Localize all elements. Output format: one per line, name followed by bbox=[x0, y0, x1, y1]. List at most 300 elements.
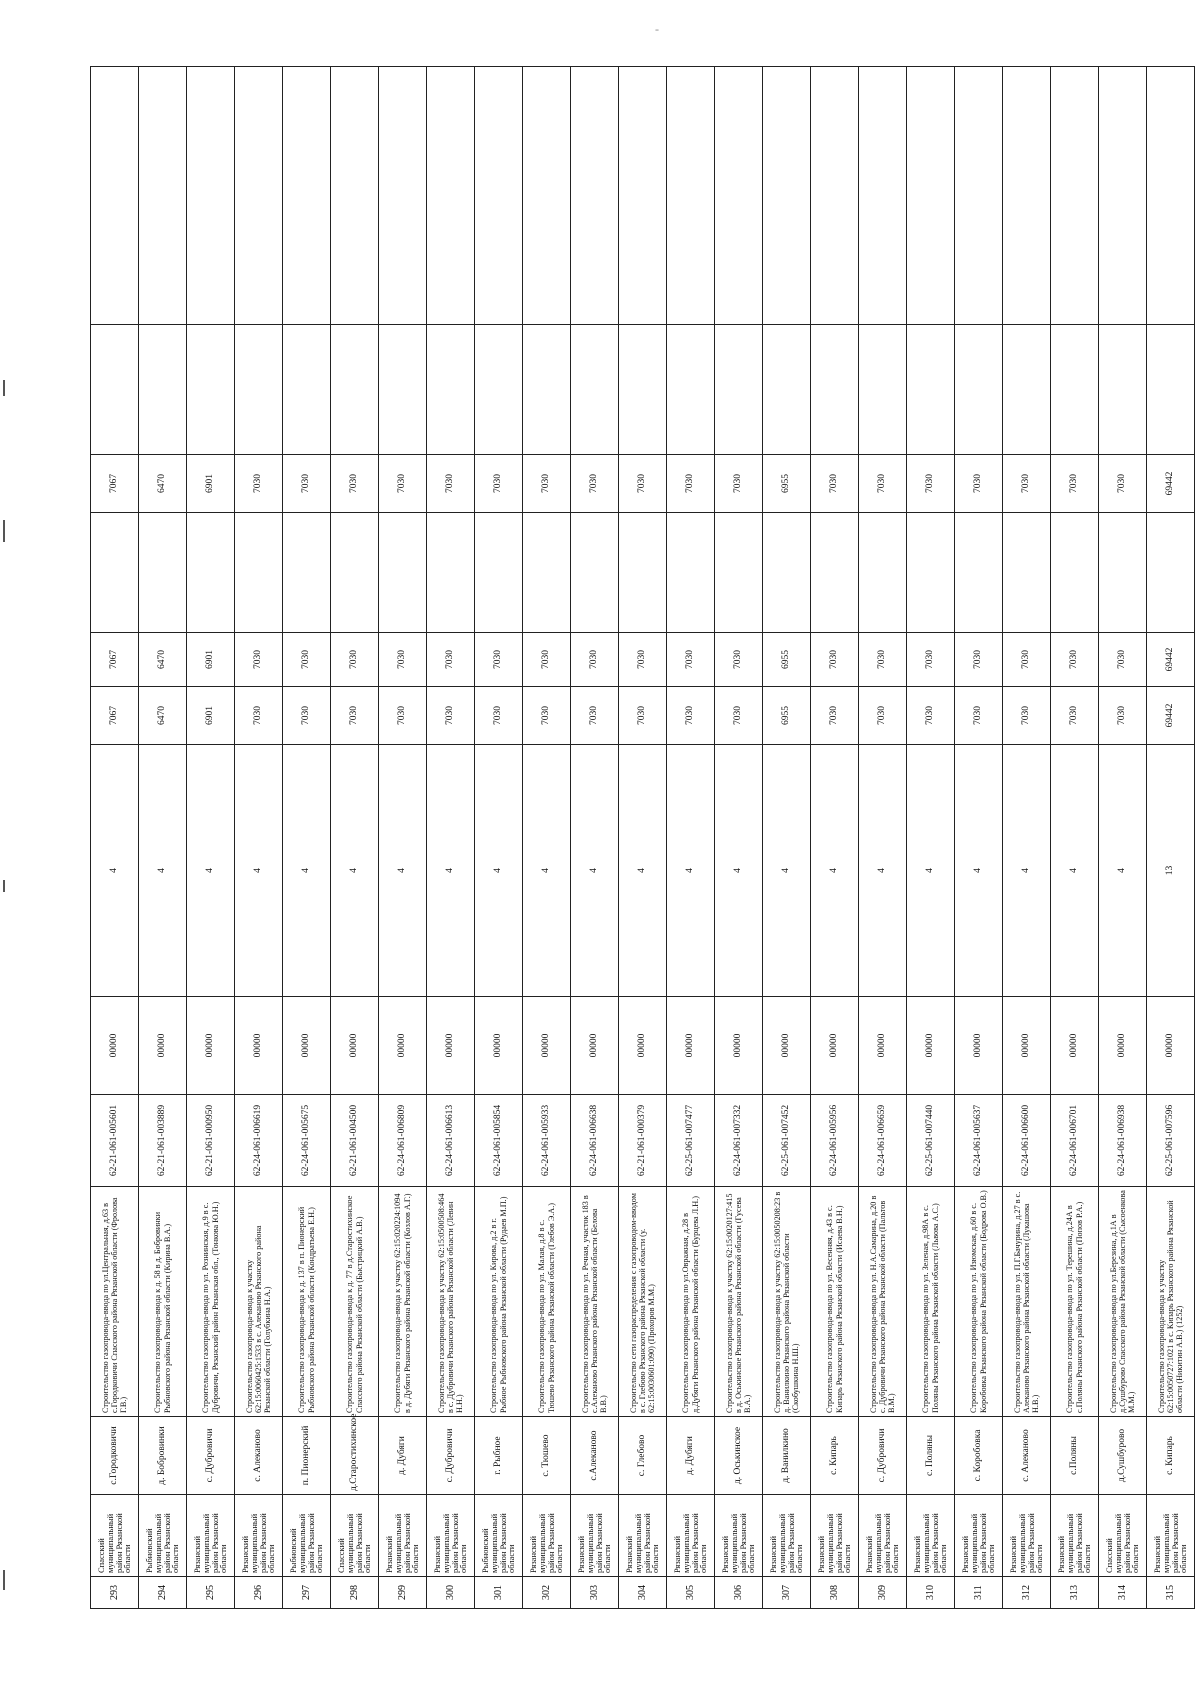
amount-cell: 69442 bbox=[1147, 633, 1195, 687]
empty-cell bbox=[715, 67, 763, 325]
empty-cell bbox=[667, 67, 715, 325]
empty-cell bbox=[907, 67, 955, 325]
locality-cell: г. Рыбное bbox=[475, 1417, 523, 1495]
description-cell: Строительство газопровода-ввода к участку 62:15:0050727:1021 в с. Кипарь Рязанского района Рязанской области (Никитин А.В.) (1252) bbox=[1147, 1187, 1195, 1417]
count-cell: 4 bbox=[91, 745, 139, 997]
amount-cell: 7030 bbox=[523, 455, 571, 513]
empty-cell bbox=[1051, 325, 1099, 455]
empty-cell bbox=[859, 67, 907, 325]
scan-edge-mark bbox=[3, 1570, 5, 1590]
amount-cell: 69442 bbox=[1147, 455, 1195, 513]
locality-cell: с. Алеканово bbox=[235, 1417, 283, 1495]
empty-amount-cell bbox=[1147, 513, 1195, 633]
empty-cell bbox=[955, 325, 1003, 455]
amount-cell: 7030 bbox=[907, 633, 955, 687]
contract-code-cell: 62-25-061-007477 bbox=[667, 1095, 715, 1187]
amount-cell: 7030 bbox=[667, 455, 715, 513]
amount-cell: 7030 bbox=[283, 633, 331, 687]
row-number: 312 bbox=[1003, 1577, 1051, 1609]
empty-amount-cell bbox=[1099, 513, 1147, 633]
locality-cell: д.Старостихинское bbox=[331, 1417, 379, 1495]
description-cell: Строительство газопровода-ввода по ул.Овражная, д.28 в д.Дубяги Рязанского района Рязанской области (Бурцева Л.Н.) bbox=[667, 1187, 715, 1417]
amount-cell: 7030 bbox=[523, 687, 571, 745]
amount-cell: 7030 bbox=[955, 687, 1003, 745]
district-cell: Рязанский муниципальный район Рязанской области bbox=[907, 1495, 955, 1577]
locality-cell: с.Алеканово bbox=[571, 1417, 619, 1495]
locality-cell: с. Глебово bbox=[619, 1417, 667, 1495]
empty-cell bbox=[427, 67, 475, 325]
contract-code-cell: 62-24-061-006638 bbox=[571, 1095, 619, 1187]
count-cell: 4 bbox=[715, 745, 763, 997]
count-cell: 4 bbox=[331, 745, 379, 997]
empty-cell bbox=[667, 325, 715, 455]
description-cell: Строительство газопровода-ввода к участку 62:15:0060425:1533 в с. Алеканово Рязанского района Рязанской области (Голубкина Н.А.) bbox=[235, 1187, 283, 1417]
table-row bbox=[619, 67, 667, 1609]
empty-amount-cell bbox=[379, 513, 427, 633]
amount-cell: 7030 bbox=[1003, 455, 1051, 513]
amount-cell: 7030 bbox=[619, 455, 667, 513]
amount-cell: 6470 bbox=[139, 687, 187, 745]
zero-code-cell: 00000 bbox=[715, 997, 763, 1095]
empty-cell bbox=[139, 67, 187, 325]
amount-cell: 7030 bbox=[1051, 687, 1099, 745]
empty-cell bbox=[523, 325, 571, 455]
district-cell: Рязанский муниципальный район Рязанской области bbox=[379, 1495, 427, 1577]
amount-cell: 7030 bbox=[811, 455, 859, 513]
zero-code-cell: 00000 bbox=[1003, 997, 1051, 1095]
scan-edge-mark bbox=[3, 880, 5, 892]
count-cell: 4 bbox=[859, 745, 907, 997]
table-row bbox=[427, 67, 475, 1609]
count-cell: 4 bbox=[187, 745, 235, 997]
amount-cell: 7030 bbox=[571, 455, 619, 513]
empty-cell bbox=[763, 67, 811, 325]
zero-code-cell: 00000 bbox=[427, 997, 475, 1095]
amount-cell: 7030 bbox=[331, 455, 379, 513]
table-row bbox=[1099, 67, 1147, 1609]
row-number: 305 bbox=[667, 1577, 715, 1609]
amount-cell: 7030 bbox=[379, 633, 427, 687]
description-cell: Строительство газопровода-ввода по ул. Кирова, д.2 в г. Рыбное Рыбновского района Рязанской области (Рудаев М.П.) bbox=[475, 1187, 523, 1417]
empty-cell bbox=[331, 67, 379, 325]
locality-cell: д. Дубяги bbox=[667, 1417, 715, 1495]
amount-cell: 7030 bbox=[1099, 687, 1147, 745]
row-number: 303 bbox=[571, 1577, 619, 1609]
zero-code-cell: 00000 bbox=[235, 997, 283, 1095]
count-cell: 4 bbox=[667, 745, 715, 997]
scan-edge-mark bbox=[3, 520, 5, 542]
count-cell: 4 bbox=[811, 745, 859, 997]
description-cell: Строительство газопровода-ввода по ул. Терешина, д.24А в с.Поляны Рязанского района Рязанской области (Попов Р.А.) bbox=[1051, 1187, 1099, 1417]
amount-cell: 6901 bbox=[187, 633, 235, 687]
empty-cell bbox=[1099, 325, 1147, 455]
district-cell: Рязанский муниципальный район Рязанской области bbox=[619, 1495, 667, 1577]
amount-cell: 7030 bbox=[475, 687, 523, 745]
zero-code-cell: 00000 bbox=[763, 997, 811, 1095]
description-cell: Строительство газопровода-ввода к участку 62:15:0500508:464 в с. Дубровичи Рязанского района Рязанской области (Левин Н.Н.) bbox=[427, 1187, 475, 1417]
district-cell: Рязанский муниципальный район Рязанской области bbox=[523, 1495, 571, 1577]
row-number: 302 bbox=[523, 1577, 571, 1609]
amount-cell: 7030 bbox=[235, 687, 283, 745]
zero-code-cell: 00000 bbox=[907, 997, 955, 1095]
empty-cell bbox=[811, 67, 859, 325]
empty-amount-cell bbox=[331, 513, 379, 633]
district-cell: Рязанский муниципальный район Рязанской области bbox=[571, 1495, 619, 1577]
zero-code-cell: 00000 bbox=[1051, 997, 1099, 1095]
empty-cell bbox=[91, 325, 139, 455]
rotated-page bbox=[90, 67, 1189, 1609]
amount-cell: 7030 bbox=[859, 633, 907, 687]
row-number: 295 bbox=[187, 1577, 235, 1609]
description-cell: Строительство газопровода-ввода к д. 137 в п. Пионерский Рыбновского района Рязанской области (Кондратьева Е.Н.) bbox=[283, 1187, 331, 1417]
contract-code-cell: 62-24-061-006938 bbox=[1099, 1095, 1147, 1187]
amount-cell: 6470 bbox=[139, 455, 187, 513]
table-row bbox=[715, 67, 763, 1609]
zero-code-cell: 00000 bbox=[91, 997, 139, 1095]
table-row bbox=[379, 67, 427, 1609]
description-cell: Строительство газопровода-ввода по ул. Зеленая, д.98А в с. Поляны Рязанского района Рязанской области (Львова А.С.) bbox=[907, 1187, 955, 1417]
amount-cell: 6955 bbox=[763, 455, 811, 513]
amount-cell: 7030 bbox=[811, 687, 859, 745]
amount-cell: 6955 bbox=[763, 633, 811, 687]
district-cell: Рязанский муниципальный район Рязанской области bbox=[1147, 1495, 1195, 1577]
empty-cell bbox=[283, 325, 331, 455]
count-cell: 4 bbox=[907, 745, 955, 997]
empty-amount-cell bbox=[235, 513, 283, 633]
amount-cell: 7030 bbox=[283, 455, 331, 513]
district-cell: Рязанский муниципальный район Рязанской области bbox=[715, 1495, 763, 1577]
empty-amount-cell bbox=[187, 513, 235, 633]
rotated-page-inner bbox=[90, 67, 1189, 1609]
table-row bbox=[331, 67, 379, 1609]
count-cell: 4 bbox=[1003, 745, 1051, 997]
amount-cell: 7030 bbox=[427, 687, 475, 745]
contract-code-cell: 62-24-061-006613 bbox=[427, 1095, 475, 1187]
row-number: 313 bbox=[1051, 1577, 1099, 1609]
table-row bbox=[1003, 67, 1051, 1609]
empty-cell bbox=[379, 325, 427, 455]
amount-cell: 7030 bbox=[427, 455, 475, 513]
district-cell: Рязанский муниципальный район Рязанской области bbox=[1003, 1495, 1051, 1577]
empty-amount-cell bbox=[715, 513, 763, 633]
locality-cell: д.Сушбурово bbox=[1099, 1417, 1147, 1495]
empty-cell bbox=[763, 325, 811, 455]
amount-cell: 7030 bbox=[1099, 633, 1147, 687]
district-cell: Рязанский муниципальный район Рязанской области bbox=[955, 1495, 1003, 1577]
row-number: 297 bbox=[283, 1577, 331, 1609]
registry-table-body bbox=[91, 67, 1195, 1609]
empty-cell bbox=[1099, 67, 1147, 325]
table-row bbox=[139, 67, 187, 1609]
district-cell: Рязанский муниципальный район Рязанской области bbox=[427, 1495, 475, 1577]
amount-cell: 7030 bbox=[715, 633, 763, 687]
amount-cell: 6901 bbox=[187, 455, 235, 513]
contract-code-cell: 62-25-061-007452 bbox=[763, 1095, 811, 1187]
registry-table bbox=[90, 66, 1195, 1609]
contract-code-cell: 62-21-061-003889 bbox=[139, 1095, 187, 1187]
empty-amount-cell bbox=[1051, 513, 1099, 633]
row-number: 293 bbox=[91, 1577, 139, 1609]
count-cell: 4 bbox=[571, 745, 619, 997]
empty-amount-cell bbox=[139, 513, 187, 633]
description-cell: Строительство газопровода-ввода по ул.Березина, д.1А в д.Сушбурово Спасского района Рязанской области (Сысоенкова М.М.) bbox=[1099, 1187, 1147, 1417]
zero-code-cell: 00000 bbox=[955, 997, 1003, 1095]
zero-code-cell: 00000 bbox=[475, 997, 523, 1095]
contract-code-cell: 62-21-061-005601 bbox=[91, 1095, 139, 1187]
empty-cell bbox=[523, 67, 571, 325]
table-row bbox=[955, 67, 1003, 1609]
zero-code-cell: 00000 bbox=[379, 997, 427, 1095]
table-row bbox=[763, 67, 811, 1609]
table-row bbox=[1147, 67, 1195, 1609]
description-cell: Строительство газопровода-ввода по ул. Изюмская, д.60 в с. Коробовка Рязанского района Рязанской области (Бодрова О.В.) bbox=[955, 1187, 1003, 1417]
description-cell: Строительство газопровода-ввода к д. 58 в д. Бобровинки Рыбновского района Рязанской области (Кирина В.А.) bbox=[139, 1187, 187, 1417]
description-cell: Строительство газопровода-ввода по ул. Весенняя, д.43 в с. Кипарь Рязанского района Рязанской области (Исаева В.Н.) bbox=[811, 1187, 859, 1417]
contract-code-cell: 62-24-061-005854 bbox=[475, 1095, 523, 1187]
zero-code-cell: 00000 bbox=[331, 997, 379, 1095]
district-cell: Рязанский муниципальный район Рязанской области bbox=[667, 1495, 715, 1577]
locality-cell: с. Тюшево bbox=[523, 1417, 571, 1495]
table-row bbox=[235, 67, 283, 1609]
table-row bbox=[187, 67, 235, 1609]
row-number: 301 bbox=[475, 1577, 523, 1609]
locality-cell: с. Дубровичи bbox=[187, 1417, 235, 1495]
amount-cell: 7067 bbox=[91, 455, 139, 513]
description-cell: Строительство газопровода-ввода по ул. Речная, участок 183 в с.Алеканово Рязанского района Рязанской области (Белова В.В.) bbox=[571, 1187, 619, 1417]
count-cell: 4 bbox=[619, 745, 667, 997]
district-cell: Рязанский муниципальный район Рязанской области bbox=[1051, 1495, 1099, 1577]
zero-code-cell: 00000 bbox=[187, 997, 235, 1095]
amount-cell: 7030 bbox=[283, 687, 331, 745]
district-cell: Рязанский муниципальный район Рязанской области bbox=[187, 1495, 235, 1577]
empty-cell bbox=[331, 325, 379, 455]
amount-cell: 69442 bbox=[1147, 687, 1195, 745]
contract-code-cell: 62-24-061-006600 bbox=[1003, 1095, 1051, 1187]
locality-cell: с. Коробовка bbox=[955, 1417, 1003, 1495]
amount-cell: 7067 bbox=[91, 687, 139, 745]
amount-cell: 7030 bbox=[379, 455, 427, 513]
amount-cell: 7030 bbox=[667, 633, 715, 687]
amount-cell: 7030 bbox=[379, 687, 427, 745]
contract-code-cell: 62-24-061-006619 bbox=[235, 1095, 283, 1187]
empty-cell bbox=[1003, 67, 1051, 325]
zero-code-cell: 00000 bbox=[571, 997, 619, 1095]
empty-amount-cell bbox=[91, 513, 139, 633]
locality-cell: с.Поляны bbox=[1051, 1417, 1099, 1495]
district-cell: Спасский муниципальный район Рязанской области bbox=[1099, 1495, 1147, 1577]
empty-cell bbox=[235, 67, 283, 325]
empty-amount-cell bbox=[811, 513, 859, 633]
contract-code-cell: 62-24-061-006701 bbox=[1051, 1095, 1099, 1187]
district-cell: Рязанский муниципальный район Рязанской области bbox=[235, 1495, 283, 1577]
description-cell: Строительство газопровода-ввода к участку 62:15:020224:1094 в д. Дубяги Рязанского района Рязанской области (Козлов А.Г.) bbox=[379, 1187, 427, 1417]
empty-cell bbox=[139, 325, 187, 455]
table-row bbox=[475, 67, 523, 1609]
amount-cell: 7030 bbox=[523, 633, 571, 687]
amount-cell: 7030 bbox=[427, 633, 475, 687]
amount-cell: 7030 bbox=[811, 633, 859, 687]
empty-cell bbox=[1051, 67, 1099, 325]
contract-code-cell: 62-21-061-004500 bbox=[331, 1095, 379, 1187]
zero-code-cell: 00000 bbox=[811, 997, 859, 1095]
amount-cell: 7030 bbox=[235, 633, 283, 687]
amount-cell: 7030 bbox=[619, 633, 667, 687]
table-row bbox=[283, 67, 331, 1609]
description-cell: Строительство газопровода-ввода по ул. Н.А.Самарина, д.20 в с. Дубровичи Рязанского района Рязанской области (Пальтов В.М.) bbox=[859, 1187, 907, 1417]
district-cell: Рязанский муниципальный район Рязанской области bbox=[811, 1495, 859, 1577]
amount-cell: 7030 bbox=[859, 687, 907, 745]
description-cell: Строительство сети газораспределения с газопроводом-вводом в с. Глебово Рязанского района Рязанской области (у. 62:15:0030601:090) (Прохоров М.М.) bbox=[619, 1187, 667, 1417]
empty-cell bbox=[1147, 67, 1195, 325]
empty-cell bbox=[475, 325, 523, 455]
amount-cell: 7030 bbox=[571, 633, 619, 687]
empty-cell bbox=[811, 325, 859, 455]
row-number: 309 bbox=[859, 1577, 907, 1609]
district-cell: Рязанский муниципальный район Рязанской области bbox=[859, 1495, 907, 1577]
amount-cell: 7030 bbox=[1051, 633, 1099, 687]
count-cell: 4 bbox=[523, 745, 571, 997]
amount-cell: 7067 bbox=[91, 633, 139, 687]
zero-code-cell: 00000 bbox=[619, 997, 667, 1095]
empty-cell bbox=[187, 325, 235, 455]
count-cell: 4 bbox=[235, 745, 283, 997]
row-number: 298 bbox=[331, 1577, 379, 1609]
empty-amount-cell bbox=[427, 513, 475, 633]
empty-cell bbox=[91, 67, 139, 325]
zero-code-cell: 00000 bbox=[139, 997, 187, 1095]
contract-code-cell: 62-24-061-005933 bbox=[523, 1095, 571, 1187]
empty-cell bbox=[859, 325, 907, 455]
amount-cell: 7030 bbox=[859, 455, 907, 513]
amount-cell: 7030 bbox=[571, 687, 619, 745]
locality-cell: п. Пионерский bbox=[283, 1417, 331, 1495]
zero-code-cell: 00000 bbox=[523, 997, 571, 1095]
district-cell: Рыбновский муниципальный район Рязанской области bbox=[139, 1495, 187, 1577]
row-number: 307 bbox=[763, 1577, 811, 1609]
empty-cell bbox=[1147, 325, 1195, 455]
district-cell: Спасский муниципальный район Рязанской области bbox=[331, 1495, 379, 1577]
empty-cell bbox=[1003, 325, 1051, 455]
empty-amount-cell bbox=[955, 513, 1003, 633]
empty-cell bbox=[907, 325, 955, 455]
row-number: 310 bbox=[907, 1577, 955, 1609]
contract-code-cell: 62-21-061-000950 bbox=[187, 1095, 235, 1187]
table-row bbox=[907, 67, 955, 1609]
district-cell: Рыбновский муниципальный район Рязанской области bbox=[475, 1495, 523, 1577]
table-row bbox=[1051, 67, 1099, 1609]
row-number: 296 bbox=[235, 1577, 283, 1609]
empty-cell bbox=[619, 325, 667, 455]
empty-cell bbox=[955, 67, 1003, 325]
table-row bbox=[811, 67, 859, 1609]
amount-cell: 7030 bbox=[1003, 687, 1051, 745]
table-row bbox=[523, 67, 571, 1609]
amount-cell: 7030 bbox=[1003, 633, 1051, 687]
zero-code-cell: 00000 bbox=[667, 997, 715, 1095]
empty-cell bbox=[283, 67, 331, 325]
table-row bbox=[571, 67, 619, 1609]
amount-cell: 6955 bbox=[763, 687, 811, 745]
empty-cell bbox=[571, 325, 619, 455]
amount-cell: 7030 bbox=[955, 633, 1003, 687]
count-cell: 4 bbox=[475, 745, 523, 997]
row-number: 300 bbox=[427, 1577, 475, 1609]
empty-amount-cell bbox=[475, 513, 523, 633]
empty-amount-cell bbox=[571, 513, 619, 633]
empty-amount-cell bbox=[907, 513, 955, 633]
count-cell: 4 bbox=[955, 745, 1003, 997]
description-cell: Строительство газопровода-ввода по ул.Центральная, д.63 в с.Городковичи Спасского района Рязанской области (Фролова Г.В.) bbox=[91, 1187, 139, 1417]
empty-cell bbox=[379, 67, 427, 325]
amount-cell: 7030 bbox=[715, 455, 763, 513]
row-number: 306 bbox=[715, 1577, 763, 1609]
contract-code-cell: 62-21-061-000379 bbox=[619, 1095, 667, 1187]
count-cell: 4 bbox=[1099, 745, 1147, 997]
amount-cell: 7030 bbox=[475, 455, 523, 513]
description-cell: Строительство газопровода-ввода к участку 62:15:0050208:23 в д. Ванилкино Рязанского района Рязанской области (Скобушкина Н.Ш.) bbox=[763, 1187, 811, 1417]
locality-cell: с.Городковичи bbox=[91, 1417, 139, 1495]
locality-cell: д. Оськинское bbox=[715, 1417, 763, 1495]
description-cell: Строительство газопровода-ввода к участку 62:15:0020127:415 в д. Оськинское Рязанского района Рязанской области (Гусева В.А.) bbox=[715, 1187, 763, 1417]
amount-cell: 7030 bbox=[235, 455, 283, 513]
count-cell: 13 bbox=[1147, 745, 1195, 997]
row-number: 308 bbox=[811, 1577, 859, 1609]
count-cell: 4 bbox=[1051, 745, 1099, 997]
district-cell: Рыбновский муниципальный район Рязанской области bbox=[283, 1495, 331, 1577]
amount-cell: 7030 bbox=[955, 455, 1003, 513]
district-cell: Рязанский муниципальный район Рязанской области bbox=[763, 1495, 811, 1577]
scan-mark: - bbox=[655, 22, 659, 36]
amount-cell: 7030 bbox=[475, 633, 523, 687]
description-cell: Строительство газопровода-ввода по ул. Малая, д.8 в с. Тюшево Рязанского района Рязанской области (Глебов Э.А.) bbox=[523, 1187, 571, 1417]
empty-amount-cell bbox=[1003, 513, 1051, 633]
scan-edge-mark bbox=[3, 380, 5, 396]
amount-cell: 7030 bbox=[715, 687, 763, 745]
empty-cell bbox=[571, 67, 619, 325]
locality-cell: с. Дубровичи bbox=[859, 1417, 907, 1495]
table-row bbox=[667, 67, 715, 1609]
contract-code-cell: 62-24-061-007332 bbox=[715, 1095, 763, 1187]
contract-code-cell: 62-24-061-006809 bbox=[379, 1095, 427, 1187]
row-number: 294 bbox=[139, 1577, 187, 1609]
empty-cell bbox=[187, 67, 235, 325]
count-cell: 4 bbox=[283, 745, 331, 997]
description-cell: Строительство газопровода-ввода по ул. Рознинская, д.9 в с. Дубровичи, Рязанский район Рязанская обл., (Тонкова Ю.Н.) bbox=[187, 1187, 235, 1417]
empty-cell bbox=[235, 325, 283, 455]
locality-cell: д. Ванилкино bbox=[763, 1417, 811, 1495]
empty-cell bbox=[715, 325, 763, 455]
amount-cell: 6470 bbox=[139, 633, 187, 687]
locality-cell: д. Бобровинки bbox=[139, 1417, 187, 1495]
empty-amount-cell bbox=[763, 513, 811, 633]
locality-cell: д. Дубяги bbox=[379, 1417, 427, 1495]
count-cell: 4 bbox=[427, 745, 475, 997]
empty-cell bbox=[619, 67, 667, 325]
contract-code-cell: 62-24-061-005956 bbox=[811, 1095, 859, 1187]
row-number: 311 bbox=[955, 1577, 1003, 1609]
row-number: 315 bbox=[1147, 1577, 1195, 1609]
count-cell: 4 bbox=[379, 745, 427, 997]
contract-code-cell: 62-24-061-005637 bbox=[955, 1095, 1003, 1187]
amount-cell: 7030 bbox=[619, 687, 667, 745]
zero-code-cell: 00000 bbox=[1147, 997, 1195, 1095]
contract-code-cell: 62-25-061-007596 bbox=[1147, 1095, 1195, 1187]
empty-amount-cell bbox=[283, 513, 331, 633]
amount-cell: 7030 bbox=[331, 687, 379, 745]
empty-amount-cell bbox=[859, 513, 907, 633]
row-number: 314 bbox=[1099, 1577, 1147, 1609]
amount-cell: 6901 bbox=[187, 687, 235, 745]
